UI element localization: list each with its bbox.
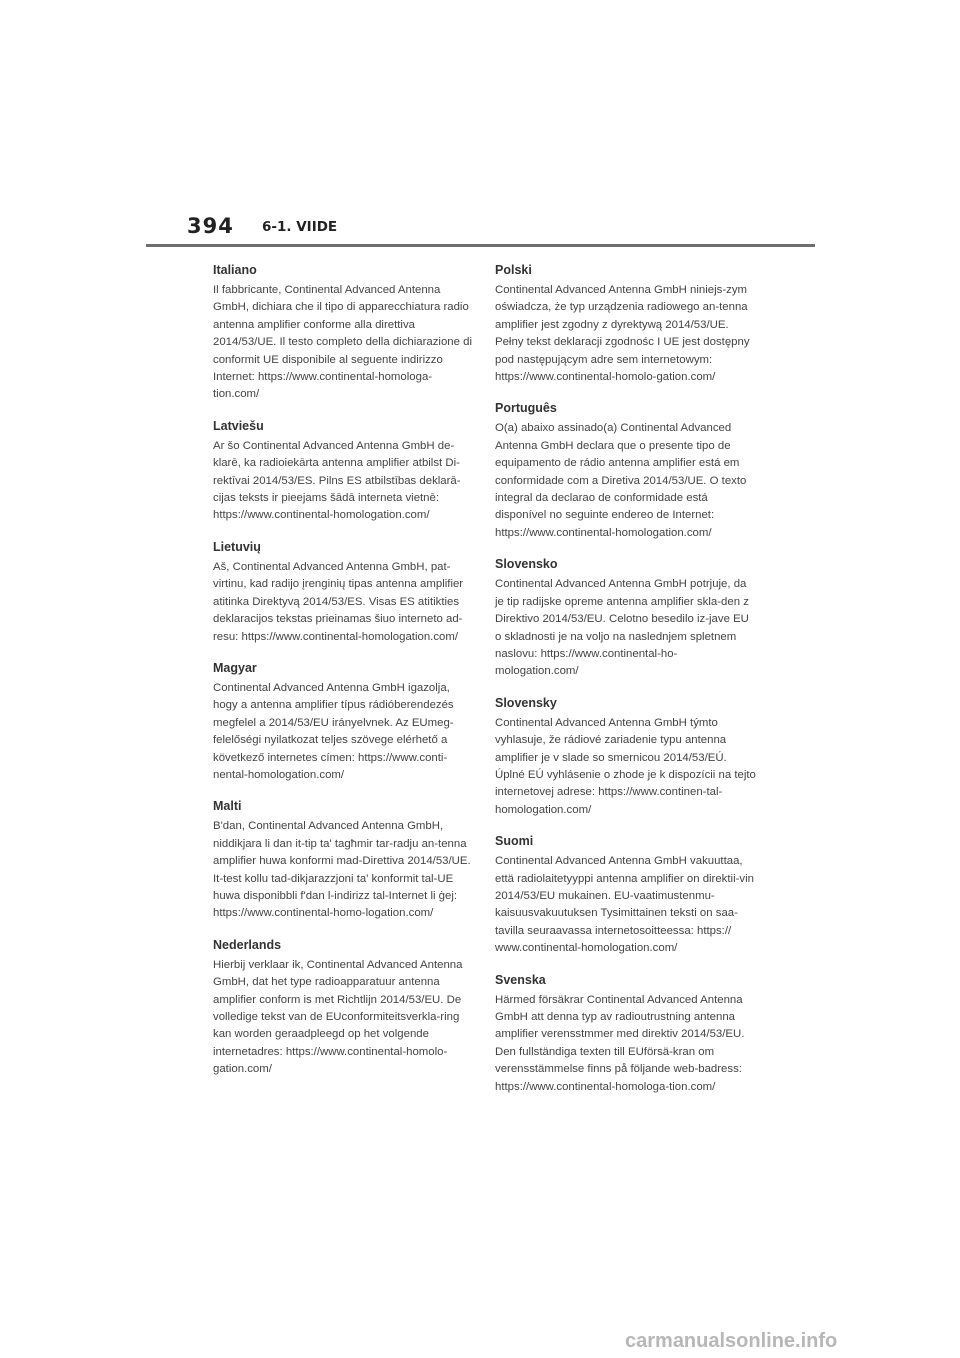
lang-block-portugues (495, 400, 757, 542)
lang-body: Härmed försäkrar Continental Advanced Antenna GmbH att denna typ av radioutrustning antenna amplifier verensstmmer med direktiv 2014/53/EU. Den fullständiga texten till EUförsä-kran om verensstämmelse finns på följande web-badress: https://www.continental-homologa-tion.com/ (495, 993, 745, 1093)
page-number: 394 (187, 214, 234, 238)
page-header (0, 0, 960, 250)
lang-body: Continental Advanced Antenna GmbH niniejs-zym oświadcza, że typ urządzenia radiowego an-tenna amplifier jest zgodny z dyrektywą 2014/53/UE. Pełny tekst deklaracji zgodnośc I UE jest dostępny pod następującym adre sem internetowym: https://www.continental-homolo-gation.com/ (495, 284, 750, 384)
lang-body: Continental Advanced Antenna GmbH vakuuttaa, että radiolaitetyyppi antenna amplifier on direktii-vin 2014/53/EU mukainen. EU-vaatimustenmu-kaisuusvakuutuksen Tysimittainen teksti on saa-tavilla seuraavassa internetosoitteessa: https:// www.continental-homologation.com/ (495, 855, 754, 955)
lang-block-polski (495, 262, 757, 386)
lang-body: Hierbij verklaar ik, Continental Advanced Antenna GmbH, dat het type radioapparatuur antenna amplifier conform is met Richtlijn 2014/53/EU. De volledige tekst van de EUconformiteitsverkla-ring kan worden geraadpleegd op het volgende internetadres: https://www.continental-homolo-gation.com/ (213, 958, 463, 1076)
lang-heading: Magyar (213, 660, 257, 675)
lang-heading: Nederlands (213, 937, 282, 952)
lang-block-italiano (213, 262, 475, 404)
lang-block-lietuviu (213, 539, 475, 646)
lang-body: Il fabbricante, Continental Advanced Antenna GmbH, dichiara che il tipo di apparecchiatura radio antenna amplifier conforme alla direttiva 2014/53/UE. Il testo completo della dichiarazione di conformit UE disponibile al seguente indirizzo Internet: https://www.continental-homologa-tion.com/ (213, 284, 472, 401)
right-column (495, 262, 757, 1110)
lang-body: Ar šo Continental Advanced Antenna GmbH de-klarē, ka radioiekārta antenna amplifier atbilst Di-rektīvai 2014/53/ES. Pilns ES atbilstības deklarā-cijas teksts ir pieejams šādā interneta vietnē: https://www.continental-homologation.com/ (213, 439, 461, 522)
lang-block-slovensky (495, 695, 757, 819)
lang-heading: Slovensky (495, 695, 557, 710)
lang-body: B'dan, Continental Advanced Antenna GmbH, niddikjara li dan it-tip ta' tagħmir tar-radju an-tenna amplifier huwa konformi mad-Direttiva 2014/53/UE. It-test kollu tad-dikjarazzjoni ta' konformit tal-UE huwa disponibbli f'dan l-indirizz tal-Internet li ġej: https://www.continental-homo-logation.com/ (213, 820, 471, 920)
lang-heading: Latviešu (213, 418, 264, 433)
lang-block-latviesu (213, 418, 475, 525)
lang-body: Continental Advanced Antenna GmbH týmto vyhlasuje, že rádiové zariadenie typu antenna amplifier je v slade so smernicou 2014/53/EÚ. Úplné EÚ vyhlásenie o zhode je k dispozícii na tejto internetovej adrese: https://www.continen-tal-homologation.com/ (495, 716, 756, 816)
left-column (213, 262, 475, 1093)
lang-body: Continental Advanced Antenna GmbH potrjuje, da je tip radijske opreme antenna amplifier skla-den z Direktivo 2014/53/EU. Celotno besedilo iz-jave EU o skladnosti je na voljo na naslednjem spletnem naslovu: https://www.continental-ho-mologation.com/ (495, 578, 749, 678)
lang-block-suomi (495, 833, 757, 957)
section-title: 6-1. VIIDE (262, 219, 338, 235)
lang-block-magyar (213, 660, 475, 784)
lang-heading: Malti (213, 799, 242, 814)
header-divider (146, 244, 815, 247)
lang-heading: Português (495, 401, 557, 416)
lang-block-malti (213, 798, 475, 922)
lang-heading: Svenska (495, 972, 546, 987)
lang-heading: Suomi (495, 834, 534, 849)
lang-heading: Lietuvių (213, 539, 261, 554)
lang-heading: Italiano (213, 263, 257, 277)
lang-heading: Polski (495, 263, 532, 277)
lang-block-nederlands (213, 937, 475, 1079)
lang-body: O(a) abaixo assinado(a) Continental Advanced Antenna GmbH declara que o presente tipo de equipamento de rádio antenna amplifier está em conformidade com a Diretiva 2014/53/UE. O texto integral da declarao de conformidade está disponível no seguinte endereo de Internet: https://www.continental-homologation.com/ (495, 422, 747, 539)
lang-heading: Slovensko (495, 557, 558, 572)
lang-body: Continental Advanced Antenna GmbH igazolja, hogy a antenna amplifier típus rádióberendezés megfelel a 2014/53/EU irányelvnek. Az EUmeg-felelőségi nyilatkozat teljes szövege elérhető a következő internetes címen: https://www.conti-nental-homologation.com/ (213, 681, 454, 781)
lang-block-slovensko (495, 556, 757, 680)
site-watermark: carmanualsonline.info (625, 1330, 838, 1352)
lang-body: Aš, Continental Advanced Antenna GmbH, pat-virtinu, kad radijo įrenginių tipas antenna amplifier atitinka Direktyvą 2014/53/ES. Visas ES atitikties deklaracijos tekstas prieinamas šiuo interneto ad-resu: https://www.continental-homologation.com/ (213, 560, 464, 643)
lang-block-svenska (495, 972, 757, 1096)
